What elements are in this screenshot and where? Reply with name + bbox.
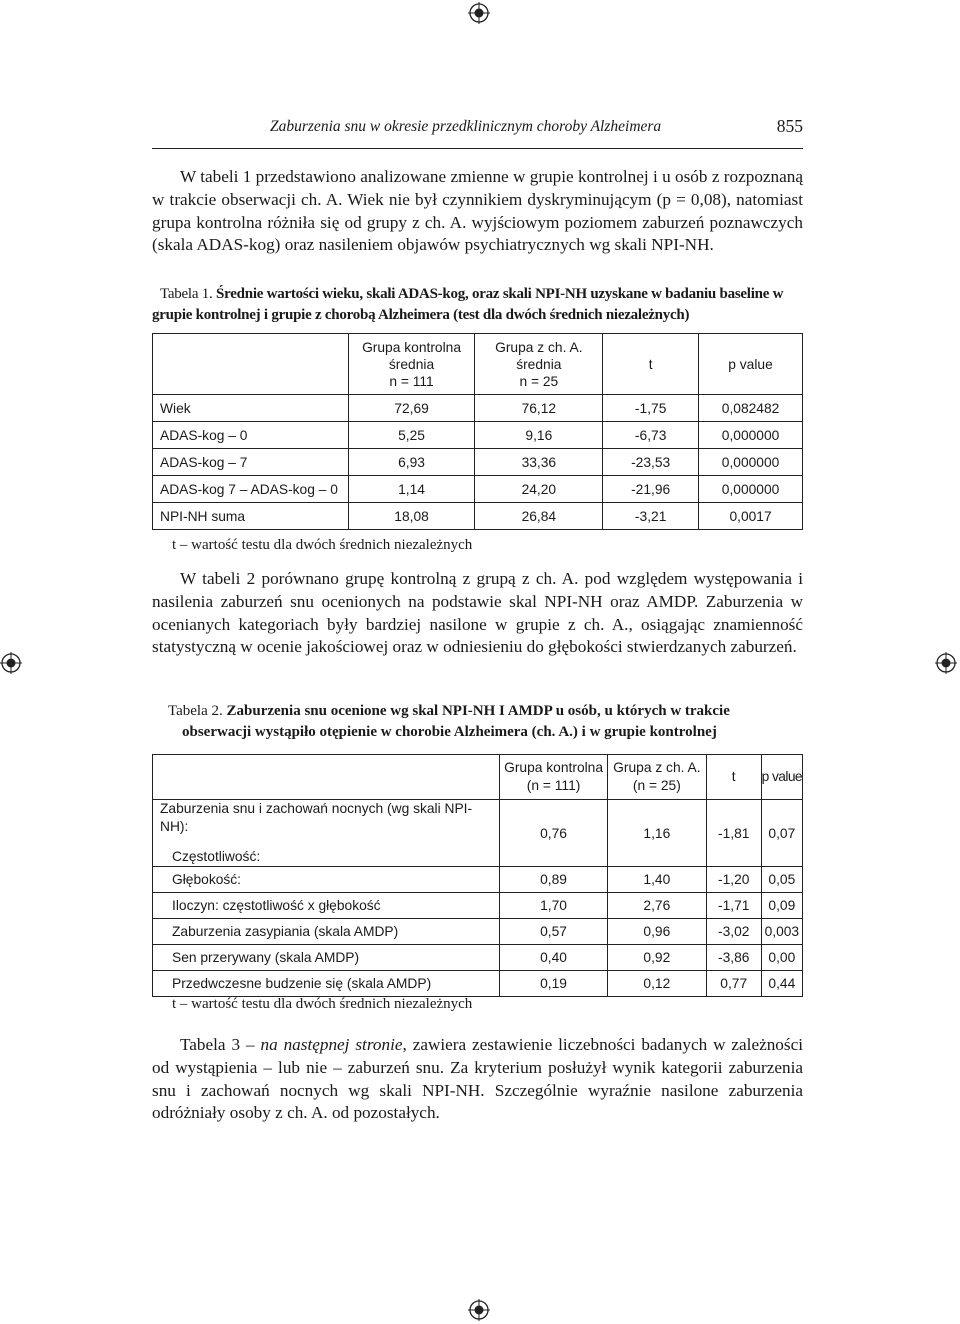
table1-caption (152, 284, 803, 326)
registration-mark-icon (468, 2, 490, 24)
cell-control: 6,93 (348, 449, 475, 476)
cell-t: -3,86 (706, 945, 761, 971)
table1-note: t – wartość testu dla dwóch średnich niezależnych (172, 537, 473, 553)
table-row (153, 422, 803, 449)
table2-caption-label: Tabela 2. (168, 703, 223, 719)
cell-control: 1,70 (500, 893, 608, 919)
body-paragraph: Tabela 3 – na następnej stronie, zawiera zestawienie liczebności badanych w zależności od wystąpienia – lub nie – zaburzeń snu. Za kryterium posłużył wynik kategorii zaburzenia snu i zachowań nocnych wg skali NPI-NH. Szczególnie wyraźnie nasilone zaburzenia odróżniały osoby z ch. A. od pozostałych. (152, 1035, 803, 1123)
table-header-p: p value (699, 334, 803, 395)
row-label: Iloczyn: częstotliwość x głębokość (153, 893, 500, 919)
body-paragraph: W tabeli 2 porównano grupę kontrolną z grupą z ch. A. pod względem występowania i nasilenia zaburzeń snu ocenionych na podstawie skal NPI-NH oraz AMDP. Zaburzenia w ocenianych kategoriach były bardziej nasilone w grupie z ch. A., osiągając znamienność statystyczną w ocenie jakościowej oraz w odniesieniu do głębokości stwierdzanych zaburzeń. (152, 569, 803, 657)
table-header-empty (153, 334, 349, 395)
cell-t: -1,75 (603, 395, 699, 422)
row-label (153, 800, 500, 867)
cell-t: -1,20 (706, 867, 761, 893)
cell-ad: 26,84 (475, 503, 603, 530)
cell-control: 0,89 (500, 867, 608, 893)
row-label: NPI-NH suma (153, 503, 349, 530)
row-label: ADAS-kog – 0 (153, 422, 349, 449)
table-row (153, 919, 803, 945)
cell-ad: 1,16 (607, 800, 706, 867)
registration-mark-icon (935, 652, 957, 674)
row-label: ADAS-kog – 7 (153, 449, 349, 476)
cell-p: 0,05 (761, 867, 802, 893)
cell-p: 0,003 (761, 919, 802, 945)
cell-ad: 1,40 (607, 867, 706, 893)
row-label: ADAS-kog 7 – ADAS-kog – 0 (153, 476, 349, 503)
cell-t: -3,02 (706, 919, 761, 945)
cell-control: 0,76 (500, 800, 608, 867)
table2-caption-line2: obserwacji wystąpiło otępienie w chorobie Alzheimera (ch. A.) i w grupie kontrolnej (182, 724, 717, 740)
cell-ad: 33,36 (475, 449, 603, 476)
row-label: Zaburzenia zasypiania (skala AMDP) (153, 919, 500, 945)
cell-ad: 0,12 (607, 971, 706, 997)
cell-t: -1,81 (706, 800, 761, 867)
table-row (153, 476, 803, 503)
table-header-row (153, 755, 803, 800)
cell-t: -3,21 (603, 503, 699, 530)
cell-p: 0,00 (761, 945, 802, 971)
row-label: Wiek (153, 395, 349, 422)
cell-control: 0,19 (500, 971, 608, 997)
cell-t: -1,71 (706, 893, 761, 919)
row-label: Głębokość: (153, 867, 500, 893)
registration-mark-icon (468, 1299, 490, 1321)
cell-t: -6,73 (603, 422, 699, 449)
table-row (153, 503, 803, 530)
table-row (153, 395, 803, 422)
table-header-control: Grupa kontrolna średnia n = 111 (348, 334, 475, 395)
cell-ad: 0,96 (607, 919, 706, 945)
table1-caption-text: Średnie wartości wieku, skali ADAS-kog, oraz skali NPI-NH uzyskane w badaniu baseline w grupie kontrolnej i grupie z chorobą Alzheimera (test dla dwóch średnich niezależnych) (152, 286, 784, 323)
body-paragraph: W tabeli 1 przedstawiono analizowane zmienne w grupie kontrolnej i u osób z rozpoznaną w trakcie obserwacji ch. A. Wiek nie był czynnikiem dyskryminującym (p = 0,08), natomiast grupa kontrolna różniła się od grupy z ch. A. wyjściowym poziomem zaburzeń poznawczych (skala ADAS-kog) oraz nasileniem objawów psychiatrycznych wg skali NPI-NH. (152, 167, 803, 255)
table-row (153, 971, 803, 997)
table-row (153, 893, 803, 919)
cell-control: 1,14 (348, 476, 475, 503)
table-row (153, 449, 803, 476)
table1-caption-label: Tabela 1. (160, 286, 213, 302)
cell-ad: 24,20 (475, 476, 603, 503)
italic-reference: na następnej stronie (260, 1035, 403, 1054)
table-header-control: Grupa kontrolna (n = 111) (500, 755, 608, 800)
cell-p: 0,44 (761, 971, 802, 997)
cell-control: 0,40 (500, 945, 608, 971)
cell-control: 72,69 (348, 395, 475, 422)
sub-label: Częstotliwość: (172, 849, 261, 864)
table2-caption-line1: Zaburzenia snu ocenione wg skal NPI-NH I AMDP u osób, u których w trakcie (226, 703, 730, 719)
cell-p: 0,082482 (699, 395, 803, 422)
page-number: 855 (776, 116, 803, 136)
table2 (152, 754, 803, 997)
table-row (153, 800, 803, 867)
table-header-t: t (706, 755, 761, 800)
cell-control: 0,57 (500, 919, 608, 945)
table-header-row (153, 334, 803, 395)
table2-caption (152, 701, 803, 743)
cell-ad: 9,16 (475, 422, 603, 449)
cell-ad: 0,92 (607, 945, 706, 971)
table-header-ad: Grupa z ch. A. średnia n = 25 (475, 334, 603, 395)
cell-t: 0,77 (706, 971, 761, 997)
registration-mark-icon (0, 652, 22, 674)
section-label: Zaburzenia snu i zachowań nocnych (wg skali NPI-NH): (160, 801, 473, 834)
table-header-p: p value (761, 755, 802, 800)
cell-control: 5,25 (348, 422, 475, 449)
table1 (152, 333, 803, 530)
cell-t: -23,53 (603, 449, 699, 476)
table-row (153, 945, 803, 971)
cell-p: 0,0017 (699, 503, 803, 530)
row-label: Przedwczesne budzenie się (skala AMDP) (153, 971, 500, 997)
row-label: Sen przerywany (skala AMDP) (153, 945, 500, 971)
cell-p: 0,09 (761, 893, 802, 919)
cell-p: 0,000000 (699, 422, 803, 449)
cell-ad: 76,12 (475, 395, 603, 422)
table-header-t: t (603, 334, 699, 395)
cell-p: 0,000000 (699, 476, 803, 503)
cell-p: 0,07 (761, 800, 802, 867)
cell-control: 18,08 (348, 503, 475, 530)
running-header (152, 112, 803, 149)
running-header-title: Zaburzenia snu w okresie przedklinicznym choroby Alzheimera (270, 118, 662, 135)
table-header-empty (153, 755, 500, 800)
table-row (153, 867, 803, 893)
table2-note: t – wartość testu dla dwóch średnich niezależnych (172, 996, 473, 1012)
cell-t: -21,96 (603, 476, 699, 503)
table-header-ad: Grupa z ch. A. (n = 25) (607, 755, 706, 800)
cell-ad: 2,76 (607, 893, 706, 919)
cell-p: 0,000000 (699, 449, 803, 476)
